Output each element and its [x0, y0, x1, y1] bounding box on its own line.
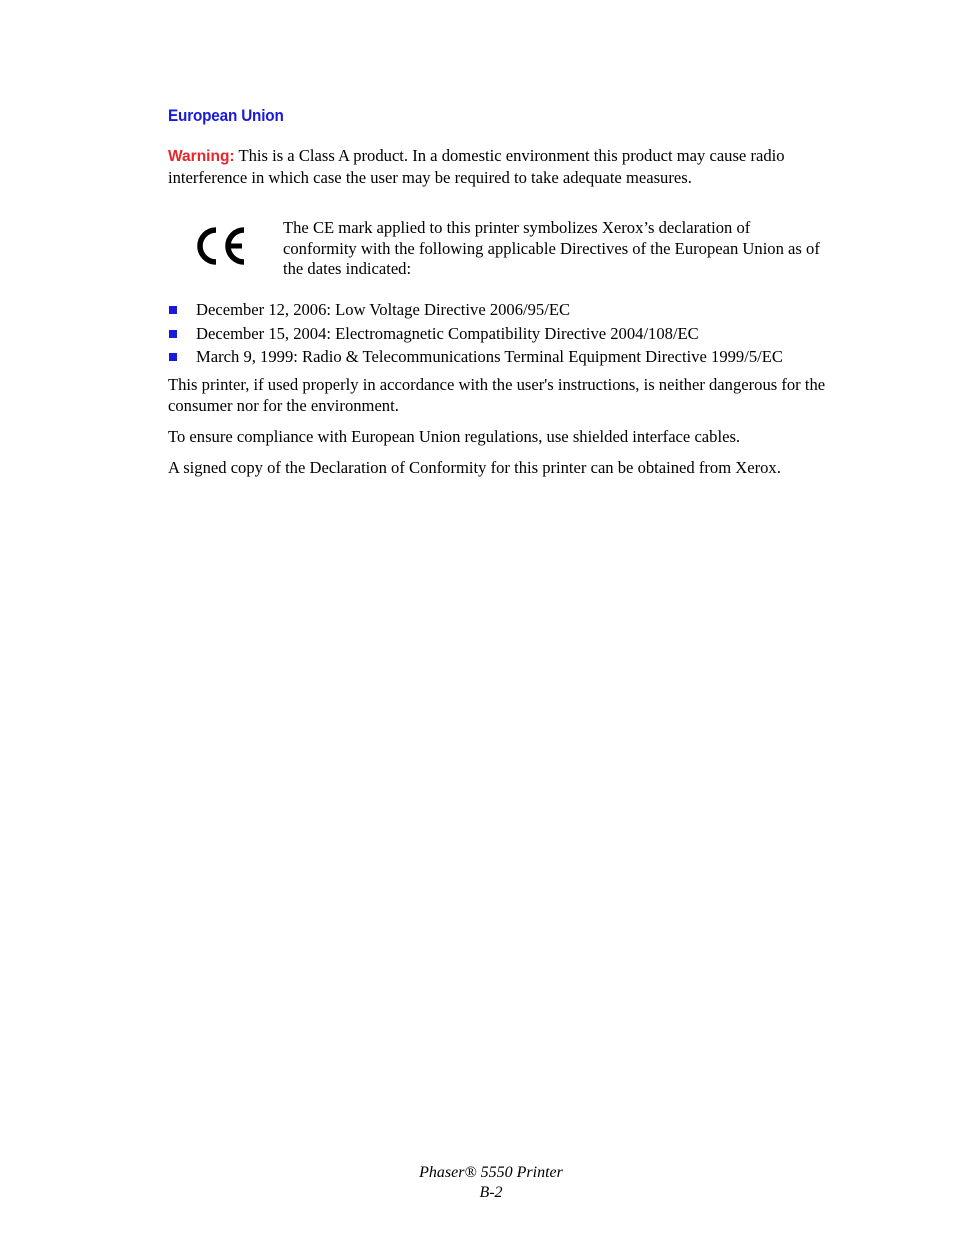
warning-text: This is a Class A product. In a domestic environment this product may cause radio interference in which case the user may be required to take adequate measures.: [168, 146, 785, 187]
list-item-text: March 9, 1999: Radio & Telecommunications Terminal Equipment Directive 1999/5/EC: [196, 347, 783, 366]
page-footer: [0, 1163, 954, 1203]
compliance-paragraph: To ensure compliance with European Union regulations, use shielded interface cables.: [168, 427, 741, 446]
list-item: [168, 347, 848, 371]
list-item-text: December 12, 2006: Low Voltage Directive 2006/95/EC: [196, 300, 571, 319]
section-title: European Union: [168, 106, 284, 125]
warning-label: Warning:: [168, 148, 235, 165]
square-bullet-icon: [169, 306, 177, 314]
warning-paragraph: [168, 146, 828, 188]
declaration-paragraph: A signed copy of the Declaration of Conformity for this printer can be obtained from Xerox.: [168, 458, 781, 477]
ce-mark-description: The CE mark applied to this printer symbolizes Xerox’s declaration of conformity with the following applicable Directives of the European Union as of the dates indicated:: [283, 218, 820, 278]
list-item-text: December 15, 2004: Electromagnetic Compatibility Directive 2004/108/EC: [196, 323, 699, 343]
footer-page-number: B-2: [479, 1184, 503, 1201]
list-item: [168, 300, 848, 324]
safety-paragraph: This printer, if used properly in accordance with the user's instructions, is neither dangerous for the consumer nor for the environment.: [168, 375, 826, 415]
square-bullet-icon: [169, 330, 177, 338]
square-bullet-icon: [169, 353, 177, 361]
ce-mark-icon: [197, 226, 247, 266]
list-item: [168, 324, 848, 348]
directive-list: [168, 300, 848, 371]
footer-product-name: Phaser® 5550 Printer: [419, 1164, 563, 1181]
